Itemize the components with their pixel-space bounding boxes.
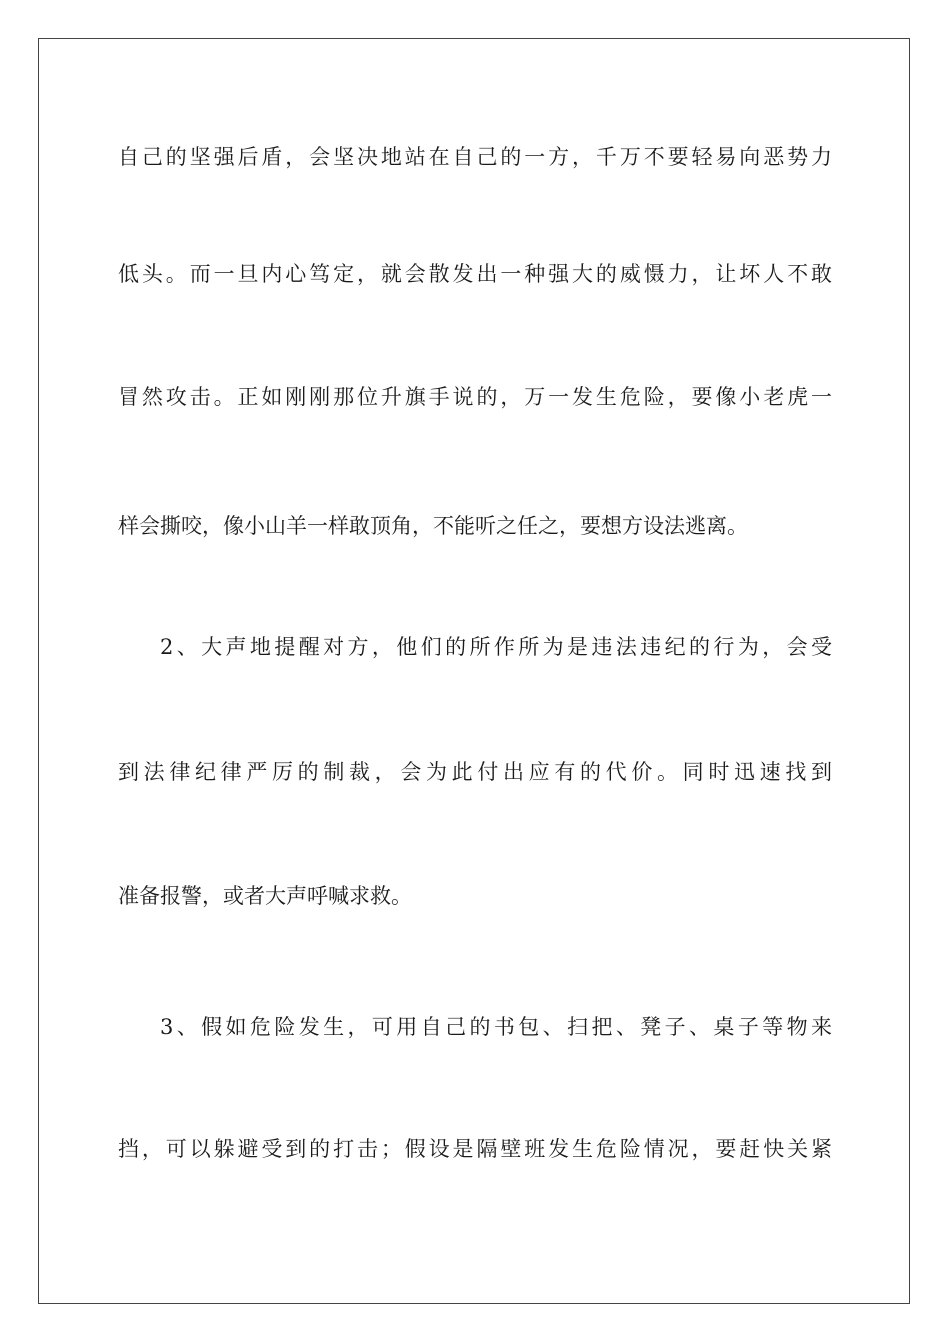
paragraph-3-line-1: 3、假如危险发生，可用自己的书包、扫把、凳子、桌子等物来 [160,1015,832,1039]
text-line-2: 低头。而一旦内心笃定，就会散发出一种强大的威慑力，让坏人不敢 [118,262,832,286]
text-line-4: 样会撕咬，像小山羊一样敢顶角，不能听之任之，要想方设法逃离。 [118,514,748,538]
text-line-3: 冒然攻击。正如刚刚那位升旗手说的，万一发生危险，要像小老虎一 [118,385,832,409]
paragraph-3-line-2: 挡，可以躲避受到的打击；假设是隔壁班发生危险情况，要赶快关紧 [118,1137,832,1161]
paragraph-2-line-1: 2、大声地提醒对方，他们的所作所为是违法违纪的行为，会受 [160,635,832,659]
text-line-1: 自己的坚强后盾，会坚决地站在自己的一方，千万不要轻易向恶势力 [118,145,832,169]
paragraph-2-line-3: 准备报警，或者大声呼喊求救。 [118,884,412,908]
page-border [38,38,910,1304]
paragraph-2-line-2: 到法律纪律严厉的制裁，会为此付出应有的代价。同时迅速找到 [118,760,832,784]
